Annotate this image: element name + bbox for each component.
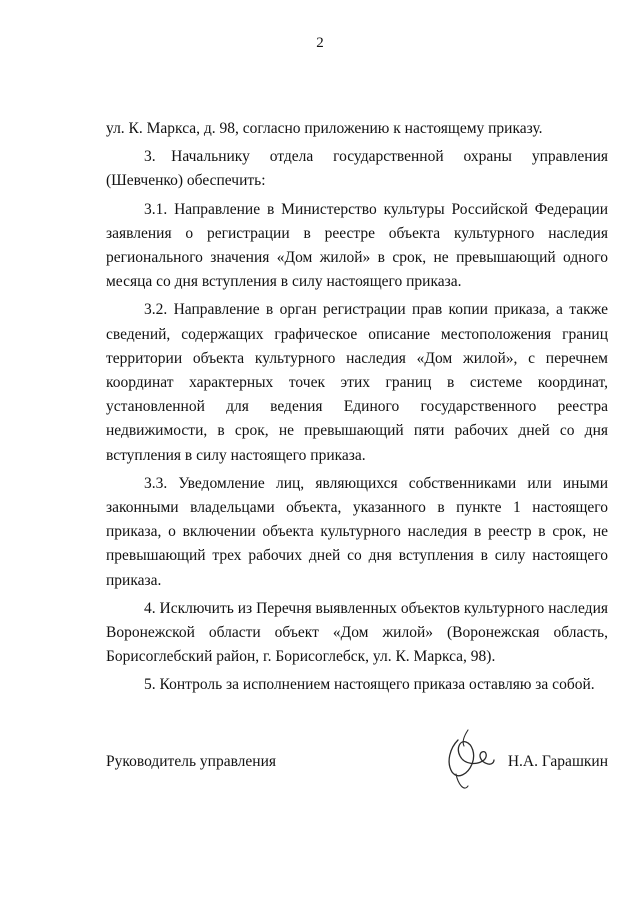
paragraph-item-5: 5. Контроль за исполнением настоящего приказа оставляю за собой. — [144, 676, 595, 694]
paragraph-item-3: 3. Начальнику отдела государственной охраны управления (Шевченко) обеспечить: — [106, 148, 608, 190]
paragraph-item-3-2: 3.2. Направление в орган регистрации прав копии приказа, а также сведений, содержащих графическое описание местоположения границ территории объекта культурного наследия «Дом жилой», с перечнем координат характерных точек этих границ в системе координат, установленной для ведения Единого государственного реестра недвижимости, в срок, не превышающий пяти рабочих дней со дня вступления в силу настоящего приказа. — [106, 301, 608, 464]
handwritten-signature — [438, 722, 498, 796]
page-number: 2 — [316, 35, 324, 51]
paragraph-item-3-3: 3.3. Уведомление лиц, являющихся собственниками или иными законными владельцами объекта, указанного в пункте 1 настоящего приказа, о включении объекта культурного наследия в реестр в срок, не превышающий трех рабочих дней со дня вступления в силу настоящего приказа. — [106, 474, 608, 589]
document-body — [106, 117, 608, 698]
signatory-name: Н.А. Гарашкин — [507, 753, 608, 770]
paragraph-continuation: ул. К. Маркса, д. 98, согласно приложению к настоящему приказу. — [106, 120, 543, 137]
paragraph-item-3-1: 3.1. Направление в Министерство культуры Российской Федерации заявления о регистрации в реестре объекта культурного наследия регионального значения «Дом жилой» в срок, не превышающий одного месяца со дня вступления в силу настоящего приказа. — [106, 200, 608, 291]
paragraph-item-4: 4. Исключить из Перечня выявленных объектов культурного наследия Воронежской области объект «Дом жилой» (Воронежская область, Борисоглебский район, г. Борисоглебск, ул. К. Маркса, 98). — [106, 599, 608, 666]
signatory-title: Руководитель управления — [106, 753, 277, 770]
